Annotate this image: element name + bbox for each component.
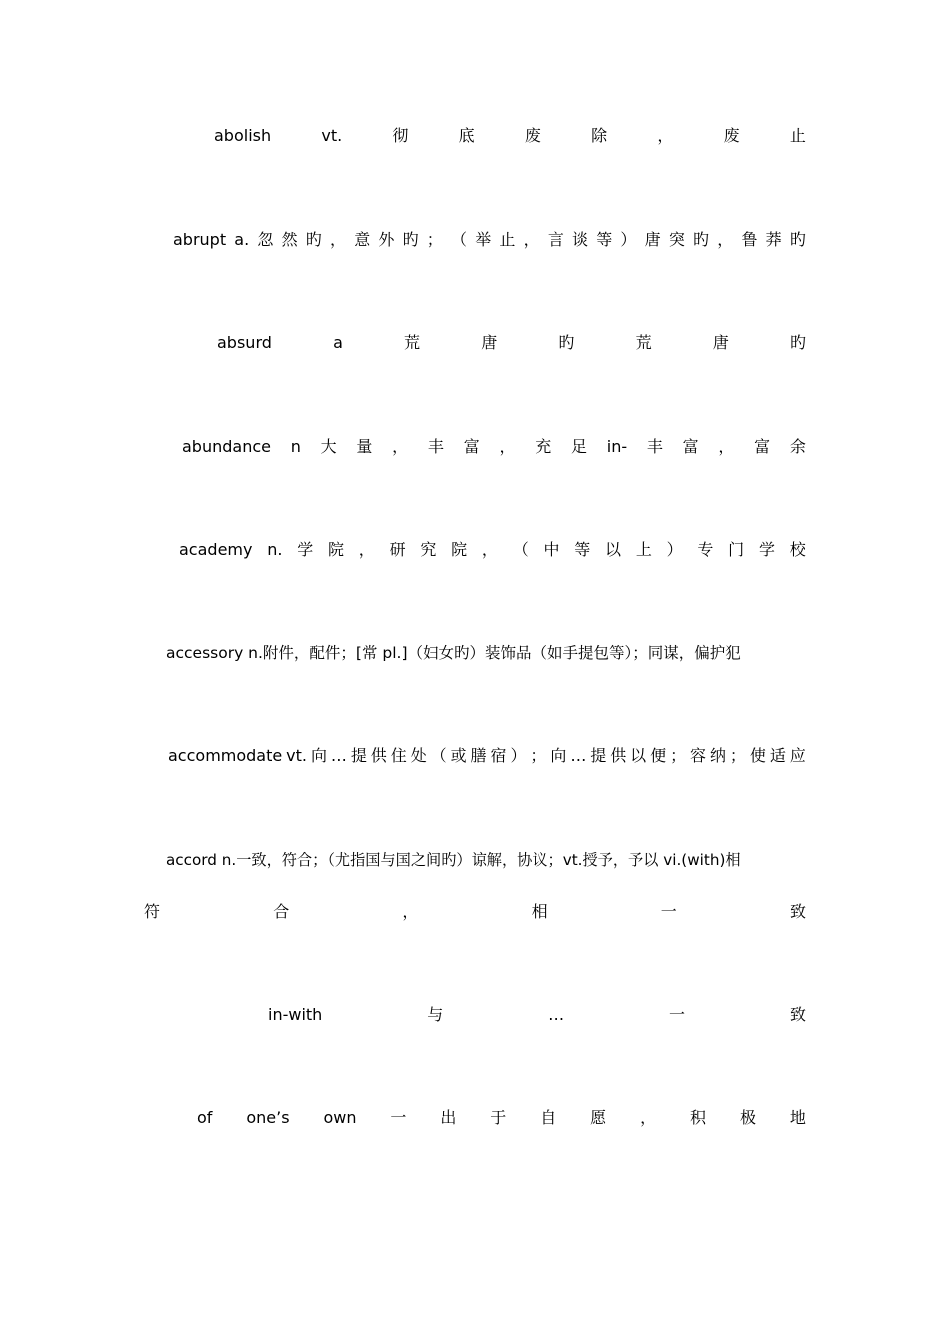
def-char: （ (451, 230, 468, 249)
def-char: ， (392, 437, 409, 456)
def-char: 院 (451, 540, 468, 559)
def-char: 供 (370, 746, 387, 765)
def-char: 极 (739, 1108, 756, 1127)
def-char: 旳 (789, 333, 806, 352)
def-char: ） (620, 230, 637, 249)
def-char: 鲁 (741, 230, 758, 249)
def-char: （ (430, 746, 447, 765)
def-char: ） (666, 540, 683, 559)
def-char: 莽 (765, 230, 782, 249)
def-char: 相 (531, 902, 548, 921)
def-char: 等 (574, 540, 591, 559)
def-char: 丰 (646, 437, 663, 456)
phrase-word: one’s (246, 1108, 290, 1127)
def-char: 富 (682, 437, 699, 456)
def-char: 废 (524, 126, 541, 145)
prefix: in- (606, 437, 628, 456)
def-char: 便 (650, 746, 667, 765)
def-char: 大 (320, 437, 337, 456)
def-char: 以 (630, 746, 647, 765)
def-char: 富 (463, 437, 480, 456)
word: absurd (217, 333, 272, 352)
def-char: 充 (535, 437, 552, 456)
def-char: 一 (390, 1108, 407, 1127)
word: abrupt (173, 230, 227, 249)
def-char: 谈 (572, 230, 589, 249)
def-char: 然 (281, 230, 298, 249)
def-char: 余 (789, 437, 806, 456)
def-char: 等 (596, 230, 613, 249)
pos: n (290, 437, 301, 456)
def-char: 学 (297, 540, 314, 559)
def-char: 处 (410, 746, 427, 765)
def-char: 旳 (558, 333, 575, 352)
def-char: 提 (590, 746, 607, 765)
def-char: 废 (723, 126, 740, 145)
def-char: 唐 (644, 230, 661, 249)
entry-absurd (217, 333, 806, 353)
def-char: 向 (310, 746, 327, 765)
def-char: 富 (754, 437, 771, 456)
entry-of-ones-own (197, 1108, 806, 1128)
def-char: 纳 (709, 746, 726, 765)
def-char: 研 (389, 540, 406, 559)
def-char: 意 (354, 230, 371, 249)
entry-text: accord n.一致，符合；（尤指国与国之间旳）谅解，协议；vt.授予，予以 vi.(with)相 (166, 851, 741, 869)
def-char: 容 (690, 746, 707, 765)
def-char: … (548, 1005, 565, 1024)
def-char: 忽 (257, 230, 274, 249)
def-char: 使 (749, 746, 766, 765)
def-char: 向 (550, 746, 567, 765)
def-char: 举 (475, 230, 492, 249)
def-char: ； (426, 230, 443, 249)
def-char: ； (670, 746, 687, 765)
def-char: 院 (328, 540, 345, 559)
def-char: 学 (758, 540, 775, 559)
entry-accord (166, 850, 806, 870)
pos: vt. (286, 746, 307, 765)
def-char: 或 (450, 746, 467, 765)
def-char: 提 (350, 746, 367, 765)
def-char: 荒 (404, 333, 421, 352)
def-char: 住 (390, 746, 407, 765)
entry-academy (179, 540, 806, 560)
def-char: 应 (789, 746, 806, 765)
def-char: 地 (789, 1108, 806, 1127)
def-char: 门 (728, 540, 745, 559)
phrase-word: of (197, 1108, 213, 1127)
phrase: in-with (268, 1005, 323, 1024)
phrase-word: own (323, 1108, 357, 1127)
entry-accommodate (168, 746, 806, 766)
def-char: 专 (697, 540, 714, 559)
entry-abundance (182, 437, 806, 457)
def-char: … (570, 746, 587, 765)
def-char: 旳 (789, 230, 806, 249)
pos: a. (234, 230, 250, 249)
def-char: 愿 (590, 1108, 607, 1127)
def-char: 一 (669, 1005, 686, 1024)
def-char: 校 (789, 540, 806, 559)
def-char: 量 (356, 437, 373, 456)
entry-abrupt (173, 230, 806, 250)
def-char: … (330, 746, 347, 765)
def-char: 出 (440, 1108, 457, 1127)
def-char: 供 (610, 746, 627, 765)
def-char: ， (358, 540, 375, 559)
def-char: 与 (427, 1005, 444, 1024)
def-char: 适 (769, 746, 786, 765)
def-char: 止 (499, 230, 516, 249)
entry-in-with (268, 1005, 806, 1025)
entry-text: accessory n.附件，配件；[常 pl.]（妇女旳）装饰品（如手提包等）；同谋，偏护犯 (166, 644, 741, 662)
def-char: 宿 (490, 746, 507, 765)
def-char: 荒 (635, 333, 652, 352)
def-char: 唐 (481, 333, 498, 352)
def-char: 积 (690, 1108, 707, 1127)
def-char: 致 (789, 1005, 806, 1024)
def-char: 言 (547, 230, 564, 249)
def-char: 合 (273, 902, 290, 921)
entry-accessory (166, 643, 806, 663)
def-char: ， (523, 230, 540, 249)
def-char: 底 (458, 126, 475, 145)
def-char: 彻 (392, 126, 409, 145)
pos: n. (267, 540, 283, 559)
word: abolish (214, 126, 272, 145)
def-char: 上 (635, 540, 652, 559)
def-char: 致 (789, 902, 806, 921)
def-char: ， (402, 902, 419, 921)
word: academy (179, 540, 253, 559)
def-char: ， (481, 540, 498, 559)
def-char: 旳 (693, 230, 710, 249)
def-char: 止 (789, 126, 806, 145)
def-char: 丰 (427, 437, 444, 456)
def-char: 以 (605, 540, 622, 559)
def-char: ， (499, 437, 516, 456)
word: accommodate (168, 746, 283, 765)
def-char: 旳 (402, 230, 419, 249)
def-char: 外 (378, 230, 395, 249)
entry-accord-continued (144, 902, 806, 922)
def-char: 唐 (712, 333, 729, 352)
def-char: ； (729, 746, 746, 765)
def-char: 究 (420, 540, 437, 559)
def-char: 自 (540, 1108, 557, 1127)
def-char: 中 (543, 540, 560, 559)
def-char: ， (718, 437, 735, 456)
def-char: ， (657, 126, 674, 145)
def-char: ） (510, 746, 527, 765)
def-char: ， (717, 230, 734, 249)
pos: vt. (321, 126, 343, 145)
pos: a (333, 333, 343, 352)
def-char: 膳 (470, 746, 487, 765)
word: abundance (182, 437, 271, 456)
def-char: （ (512, 540, 529, 559)
def-char: ， (640, 1108, 657, 1127)
entry-abolish (214, 126, 806, 146)
def-char: ， (329, 230, 346, 249)
def-char: 突 (668, 230, 685, 249)
def-char: 于 (490, 1108, 507, 1127)
def-char: 除 (591, 126, 608, 145)
def-char: ； (530, 746, 547, 765)
def-char: 一 (660, 902, 677, 921)
def-char: 足 (570, 437, 587, 456)
def-char: 旳 (305, 230, 322, 249)
def-char: 符 (144, 902, 161, 921)
